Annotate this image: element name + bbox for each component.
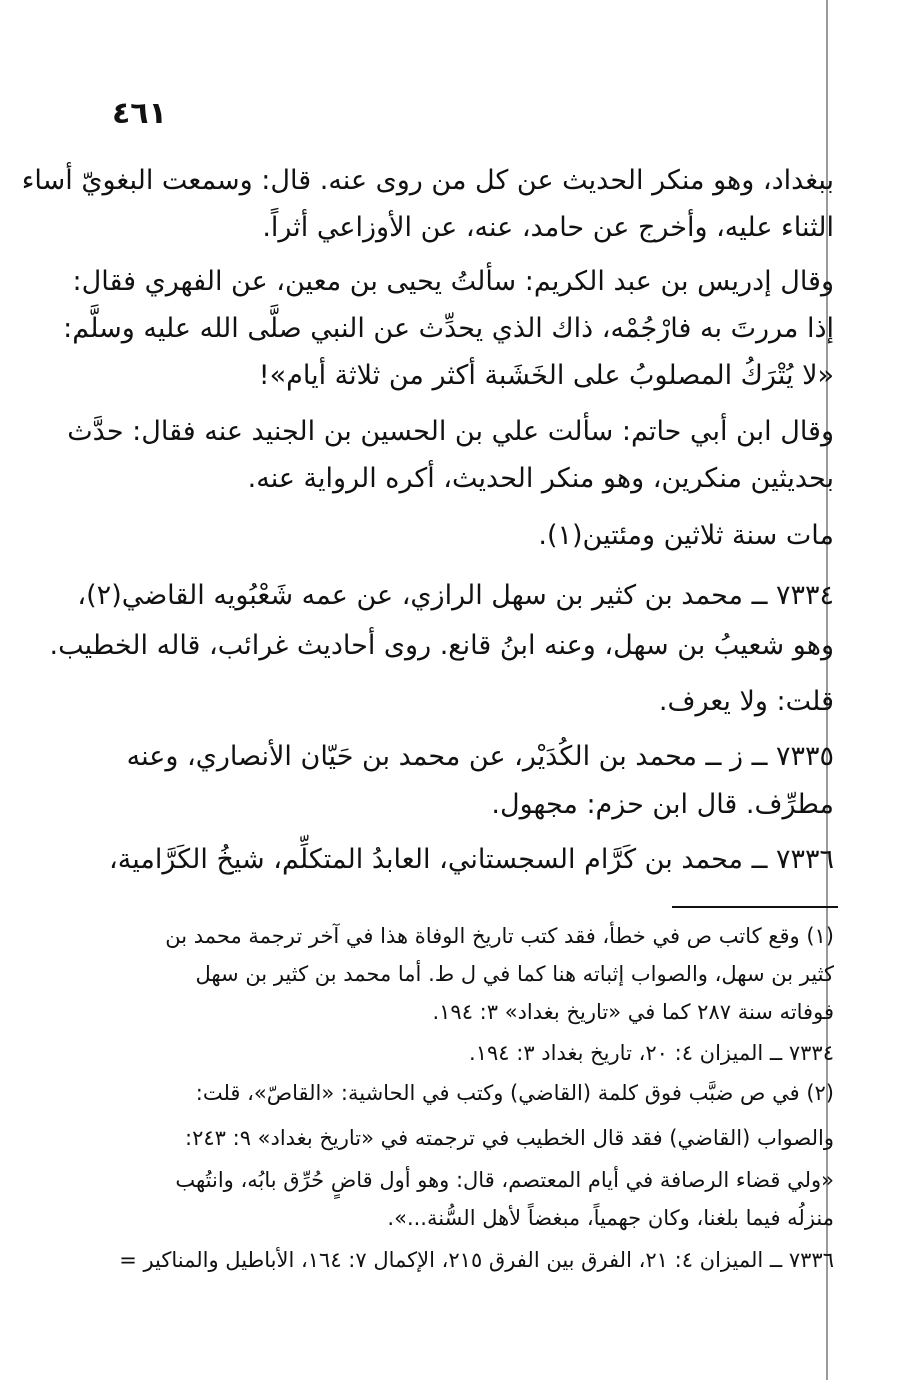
- footnote-line: (١) وقع كاتب ص في خطأ، فقد كتب تاريخ الوفاة هذا في آخر ترجمة محمد بن: [165, 924, 834, 948]
- footnote-separator: [672, 906, 838, 908]
- main-text-line: بحديثين منكرين، وهو منكر الحديث، أكره الرواية عنه.: [247, 463, 834, 494]
- main-text-line: وقال إدريس بن عبد الكريم: سألتُ يحيى بن معين، عن الفهري فقال:: [72, 266, 834, 297]
- footnote-line: (٢) في ص ضبَّب فوق كلمة (القاضي) وكتب في الحاشية: «القاصّ»، قلت:: [195, 1081, 834, 1105]
- entry-line-7335: ٧٣٣٥ ــ ز ــ محمد بن الكُدَيْر، عن محمد بن حَيّان الأنصاري، وعنه: [126, 741, 834, 772]
- main-text-line: «لا يُتْرَكُ المصلوبُ على الخَشَبة أكثر من ثلاثة أيام»!: [258, 360, 834, 391]
- main-text-line: وهو شعيبُ بن سهل، وعنه ابنُ قانع. روى أحاديث غرائب، قاله الخطيب.: [49, 630, 834, 661]
- page-number: ٤٦١: [112, 96, 167, 131]
- footnote-line: والصواب (القاضي) فقد قال الخطيب في ترجمته في «تاريخ بغداد» ٩: ٢٤٣:: [185, 1126, 834, 1150]
- main-text-line: مطرِّف. قال ابن حزم: مجهول.: [491, 789, 834, 820]
- footnote-line: «ولي قضاء الرصافة في أيام المعتصم، قال: وهو أول قاضٍ حُرِّق بابُه، وانتُهب: [175, 1168, 834, 1192]
- entry-line-7336: ٧٣٣٦ ــ محمد بن كَرَّام السجستاني، العابدُ المتكلِّم، شيخُ الكَرَّامية،: [109, 844, 834, 875]
- footnote-line: فوفاته سنة ٢٨٧ كما في «تاريخ بغداد» ٣: ١٩٤.: [432, 1000, 834, 1024]
- footnote-line: كثير بن سهل، والصواب إثباته هنا كما في ل ط. أما محمد بن كثير بن سهل: [195, 962, 834, 986]
- main-text-line: مات سنة ثلاثين ومئتين(١).: [538, 520, 834, 551]
- main-text-line: الثناء عليه، وأخرج عن حامد، عنه، عن الأوزاعي أثراً.: [262, 212, 834, 243]
- entry-line-7334: ٧٣٣٤ ــ محمد بن كثير بن سهل الرازي، عن عمه شَعْبُويه القاضي(٢)،: [77, 580, 834, 611]
- footnote-source-7336: ٧٣٣٦ ــ الميزان ٤: ٢١، الفرق بين الفرق ٢١٥، الإكمال ٧: ١٦٤، الأباطيل والمناكير =: [119, 1248, 834, 1272]
- main-text-line: قلت: ولا يعرف.: [658, 686, 834, 717]
- main-text-line: ببغداد، وهو منكر الحديث عن كل من روى عنه. قال: وسمعت البغويّ أساء: [21, 165, 834, 196]
- main-text-line: إذا مررتَ به فارْجُمْه، ذاك الذي يحدِّث عن النبي صلَّى الله عليه وسلَّم:: [63, 313, 834, 344]
- footnote-line: منزلُه فيما بلغنا، وكان جهمياً، مبغضاً لأهل السُّنة...».: [387, 1206, 834, 1230]
- footnote-source-7334: ٧٣٣٤ ــ الميزان ٤: ٢٠، تاريخ بغداد ٣: ١٩٤.: [469, 1041, 834, 1065]
- main-text-line: وقال ابن أبي حاتم: سألت علي بن الحسين بن الجنيد عنه فقال: حدَّث: [67, 416, 834, 447]
